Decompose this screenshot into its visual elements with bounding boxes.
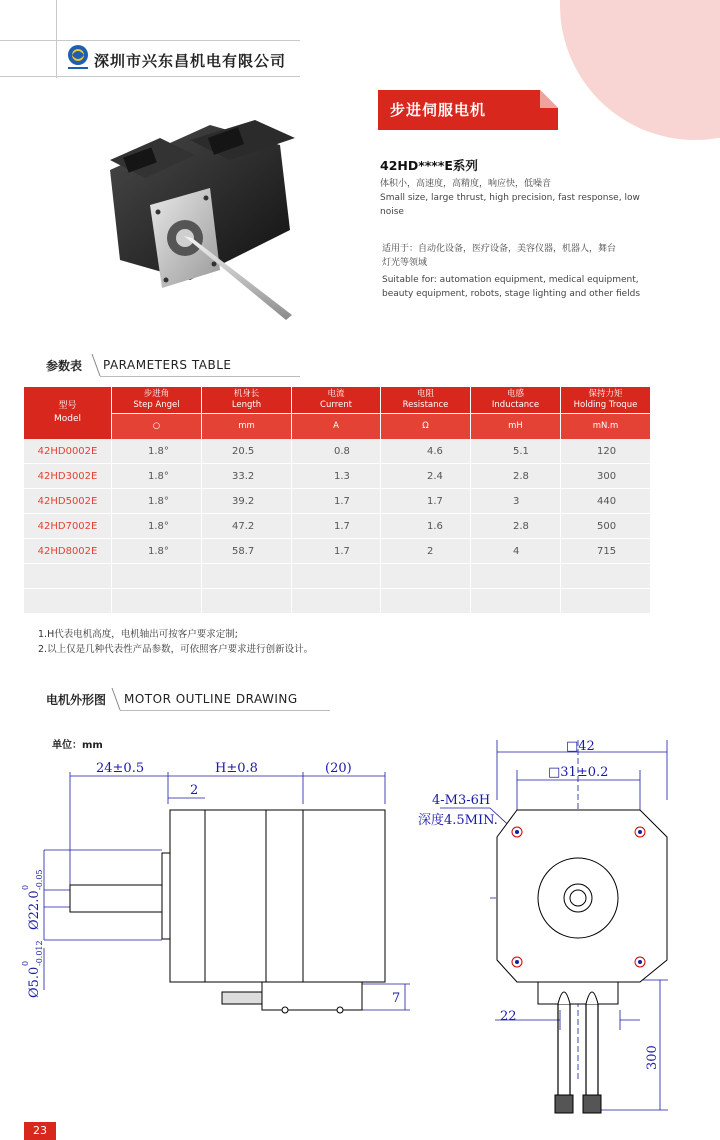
dim-conn-h: 7 — [392, 991, 401, 1006]
cell-model: 42HD5002E — [24, 489, 112, 514]
dim-holes: 4-M3-6H — [432, 793, 491, 808]
series-name: 42HD****E系列 — [380, 158, 478, 173]
table-cell: 120 — [597, 446, 617, 457]
table-cell — [112, 589, 202, 614]
table-cell: 5.1 — [471, 439, 561, 464]
cell-model: 42HD3002E — [24, 464, 112, 489]
cell-model — [24, 589, 112, 614]
table-cell: 2.4 — [381, 464, 471, 489]
header-model — [24, 387, 112, 439]
dim-flange: 2 — [190, 783, 199, 798]
table-cell: 4 — [471, 539, 561, 564]
dim-shaft-dia-tol2: -0.012 — [35, 940, 44, 966]
dim-hole-spacing: □31±0.2 — [548, 765, 609, 780]
heading-underline — [100, 376, 300, 377]
category-title-box — [378, 90, 558, 130]
table-cell: 1.7 — [292, 539, 381, 564]
header-en: Resistance — [402, 400, 449, 410]
table-cell: 440 — [597, 496, 617, 507]
table-cell — [471, 564, 561, 589]
header-en: Step Angel — [133, 400, 180, 410]
header-en: Inductance — [491, 400, 540, 410]
table-cell — [381, 589, 471, 614]
outline-title-en: MOTOR OUTLINE DRAWING — [124, 692, 298, 706]
table-cell: 33.2 — [202, 464, 292, 489]
table-cell: 1.8° — [112, 539, 202, 564]
outline-title-cn: 电机外形图 — [46, 693, 107, 707]
applications-cn: 适用于：自动化设备，医疗设备，美容仪器，机器人，舞台灯光等领域 — [382, 244, 617, 268]
params-title-cn: 参数表 — [46, 359, 83, 373]
company-logo-icon — [66, 44, 90, 70]
features-cn: 体积小，高速度，高精度，响应快，低噪音 — [380, 179, 552, 189]
grid-line-h2 — [0, 76, 300, 77]
unit-label: 单位：mm — [52, 740, 103, 751]
features-en: Small size, large thrust, high precision, fast response, low noise — [380, 193, 640, 217]
table-cell: 715 — [597, 546, 617, 557]
table-cell: 1.8° — [112, 439, 202, 464]
grid-line-v — [56, 0, 57, 78]
dim-shaft-len: 24±0.5 — [96, 761, 145, 776]
header-model-en: Model — [53, 414, 82, 424]
table-cell: 20.5 — [202, 439, 292, 464]
header-resistance — [381, 387, 471, 413]
cell-model — [24, 564, 112, 589]
table-cell: 2.8 — [471, 514, 561, 539]
table-cell — [471, 589, 561, 614]
header-model-cn: 型号 — [58, 401, 77, 411]
note-2: 2.以上仅是几种代表性产品参数，可依照客户要求进行创新设计。 — [38, 644, 314, 655]
side-view-body — [70, 810, 385, 1013]
table-body — [24, 439, 650, 614]
header-current — [292, 387, 381, 413]
heading-slash-icon — [110, 688, 122, 712]
cell-model: 42HD7002E — [24, 514, 112, 539]
dim-flange-dia: Ø22.0 — [27, 890, 42, 930]
table-cell: 1.7 — [292, 514, 381, 539]
parameters-table — [24, 387, 650, 614]
table-cell — [381, 564, 471, 589]
table-cell — [292, 589, 381, 614]
dim-square: □42 — [566, 740, 595, 754]
table-cell: 1.8° — [112, 514, 202, 539]
header-length — [202, 387, 292, 413]
header-cn: 机身长 — [233, 389, 260, 399]
table-cell: 500 — [597, 521, 617, 532]
table-cell: 2 — [381, 539, 471, 564]
dim-shaft-dia: Ø5.0 — [27, 966, 42, 998]
params-title-en: PARAMETERS TABLE — [103, 358, 232, 372]
dim-shaft-dia-tol: 0 — [21, 960, 30, 966]
unit-step-angle: ○ — [112, 413, 202, 439]
table-row — [24, 489, 650, 514]
params-section-heading — [46, 354, 306, 378]
table-cell: 1.7 — [292, 489, 381, 514]
category-title: 步进伺服电机 — [390, 101, 487, 119]
outline-section-heading — [46, 688, 336, 712]
table-row — [24, 464, 650, 489]
dim-cable-len: 300 — [645, 1045, 660, 1070]
dim-body-len: H±0.8 — [215, 761, 258, 776]
heading-slash-icon — [90, 354, 102, 378]
header-cn: 电流 — [327, 389, 345, 399]
corner-decoration — [560, 0, 720, 140]
header-torque — [561, 387, 650, 413]
table-row — [24, 539, 650, 564]
header-cn: 步进角 — [143, 389, 170, 399]
cell-model: 42HD0002E — [24, 439, 112, 464]
header-en: Current — [320, 400, 352, 410]
table-cell — [561, 564, 650, 589]
table-cell: 58.7 — [202, 539, 292, 564]
table-cell — [202, 589, 292, 614]
table-row — [24, 589, 650, 614]
page-number: 23 — [24, 1122, 56, 1140]
motor-outline-drawing — [0, 740, 720, 1120]
fold-corner-icon — [540, 90, 558, 108]
header-cn: 电感 — [506, 389, 524, 399]
unit-current: A — [292, 413, 381, 439]
note-1: 1.H代表电机高度，电机轴出可按客户要求定制; — [38, 629, 238, 640]
grid-line-h — [0, 40, 300, 41]
header-cn: 保持力矩 — [588, 389, 623, 399]
table-cell: 4.6 — [381, 439, 471, 464]
table-header — [24, 387, 650, 439]
table-cell: 2.8 — [471, 464, 561, 489]
table-row — [24, 439, 650, 464]
table-cell: 1.8° — [112, 464, 202, 489]
table-cell: 1.8° — [112, 489, 202, 514]
unit-torque: mN.m — [561, 413, 650, 439]
dim-conn-len: (20) — [325, 761, 352, 776]
table-cell: 1.7 — [381, 489, 471, 514]
table-cell: 1.6 — [381, 514, 471, 539]
table-cell: 1.3 — [292, 464, 381, 489]
table-cell — [292, 564, 381, 589]
unit-resistance: Ω — [381, 413, 471, 439]
unit-inductance: mH — [471, 413, 561, 439]
header-step-angle — [112, 387, 202, 413]
table-cell — [202, 564, 292, 589]
heading-underline — [120, 710, 330, 711]
dim-hole-depth: 深度4.5MIN. — [418, 813, 498, 828]
company-name: 深圳市兴东昌机电有限公司 — [94, 52, 287, 70]
table-cell — [561, 589, 650, 614]
cell-model: 42HD8002E — [24, 539, 112, 564]
dim-cable-w: 22 — [500, 1009, 517, 1024]
dim-flange-dia-tol2: -0.05 — [35, 869, 44, 890]
table-cell: 39.2 — [202, 489, 292, 514]
table-row — [24, 514, 650, 539]
header-en: Length — [231, 400, 262, 410]
table-cell: 3 — [471, 489, 561, 514]
table-cell: 0.8 — [292, 439, 381, 464]
header-inductance — [471, 387, 561, 413]
table-row — [24, 564, 650, 589]
header-cn: 电阻 — [416, 389, 434, 399]
applications-en: Suitable for: automation equipment, medical equipment, beauty equipment, robots, stage lighting and other fields — [382, 275, 641, 299]
motor-photo — [80, 110, 320, 330]
table-cell: 300 — [597, 471, 617, 482]
table-cell: 47.2 — [202, 514, 292, 539]
unit-length: mm — [202, 413, 292, 439]
header-en: Holding Troque — [573, 400, 638, 410]
table-cell — [112, 564, 202, 589]
dim-flange-dia-tol: 0 — [21, 884, 30, 890]
